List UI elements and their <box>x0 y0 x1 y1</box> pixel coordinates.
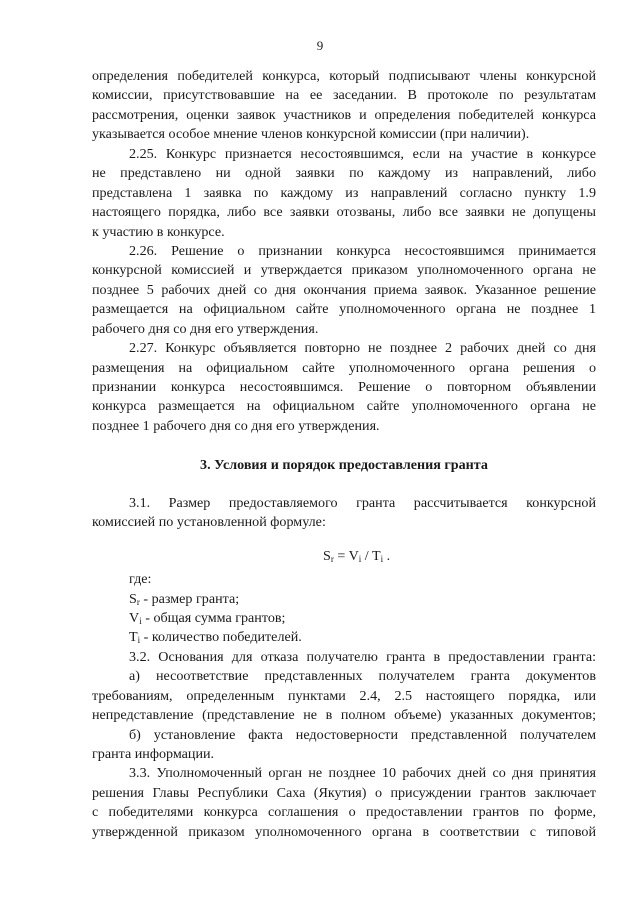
text-line: комиссии, присутствовавшие на ее заседании. В протоколе по результатам <box>92 87 596 104</box>
clause-3-2-b-line: б) установление факта недостоверности представленной получателем <box>129 726 596 743</box>
clause-2-27-line: 2.27. Конкурс объявляется повторно не позднее 2 рабочих дней со дня <box>129 340 596 357</box>
clause-3-2-a-line: а) несоответствие представленных получателем гранта документов <box>129 668 596 685</box>
text-line: размещается на официальном сайте уполномоченного органа не позднее 1 <box>92 301 596 318</box>
where-label: где: <box>129 571 152 588</box>
clause-2-25-line: 2.25. Конкурс признается несостоявшимся, если на участие в конкурсе <box>129 145 596 162</box>
text-line: определения победителей конкурса, который подписывают члены конкурсной <box>92 68 596 84</box>
text-line: требованиям, определенным пунктами 2.4, 2.5 настоящего порядка, или <box>92 687 596 704</box>
text-line: гранта информации. <box>92 746 215 762</box>
grant-formula: $S_r = V_i / T_i$ . <box>323 547 391 564</box>
text-line: утвержденной приказом уполномоченного органа в соответствии с типовой <box>92 823 596 840</box>
definition-ti: $T_i$ - количество победителей. <box>129 629 302 646</box>
clause-2-26-line: 2.26. Решение о признании конкурса несостоявшимся принимается <box>129 242 596 259</box>
clause-3-3-line: 3.3. Уполномоченный орган не позднее 10 рабочих дней со дня принятия <box>129 765 596 782</box>
text-line: конкурсной комиссией и утверждается приказом уполномоченного органа не <box>92 262 596 279</box>
text-line: представлена 1 заявка по каждому из направлений согласно пункту 1.9 <box>92 184 596 201</box>
clause-3-1-line: 3.1. Размер предоставляемого гранта рассчитывается конкурсной <box>129 494 596 511</box>
text-line: настоящего порядка, либо все заявки отозваны, либо все заявки не допущены <box>92 204 596 221</box>
text-line: комиссией по установленной формуле: <box>92 514 326 531</box>
text-line: рассмотрения, оценки заявок участников и определения победителей конкурса <box>92 106 596 123</box>
definition-sr: $S_r$ - размер гранта; <box>129 590 240 607</box>
text-line: признании конкурса несостоявшимся. Решение о повторном объявлении <box>92 379 596 395</box>
text-line: рабочего дня со дня его утверждения. <box>92 320 319 337</box>
text-line: размещения на официальном сайте уполномоченного органа решения о <box>92 359 596 376</box>
text-line: не представлено ни одной заявки по каждому из направлений, либо <box>92 165 596 182</box>
document-body <box>92 67 596 842</box>
page-number: 9 <box>316 38 324 53</box>
text-line: с победителями конкурса соглашения о предоставлении грантов по форме, <box>92 804 596 821</box>
section-heading: 3. Условия и порядок предоставления гранта <box>200 457 488 474</box>
text-line: непредставление (представление не в полном объеме) указанных документов; <box>92 707 596 724</box>
text-line: позднее 1 рабочего дня со дня его утверждения. <box>92 417 380 434</box>
clause-3-2-line: 3.2. Основания для отказа получателю гранта в предоставлении гранта: <box>129 648 596 665</box>
text-line: указывается особое мнение членов конкурсной комиссии (при наличии). <box>92 126 530 143</box>
text-line: конкурса размещается на официальном сайте уполномоченного органа не <box>92 398 596 415</box>
text-line: к участию в конкурсе. <box>92 223 225 240</box>
definition-vi: $V_i$ - общая сумма грантов; <box>129 609 286 626</box>
text-line: позднее 5 рабочих дней со дня окончания приема заявок. Указанное решение <box>92 281 596 298</box>
text-line: решения Главы Республики Саха (Якутия) о присуждении грантов заключает <box>92 784 596 801</box>
